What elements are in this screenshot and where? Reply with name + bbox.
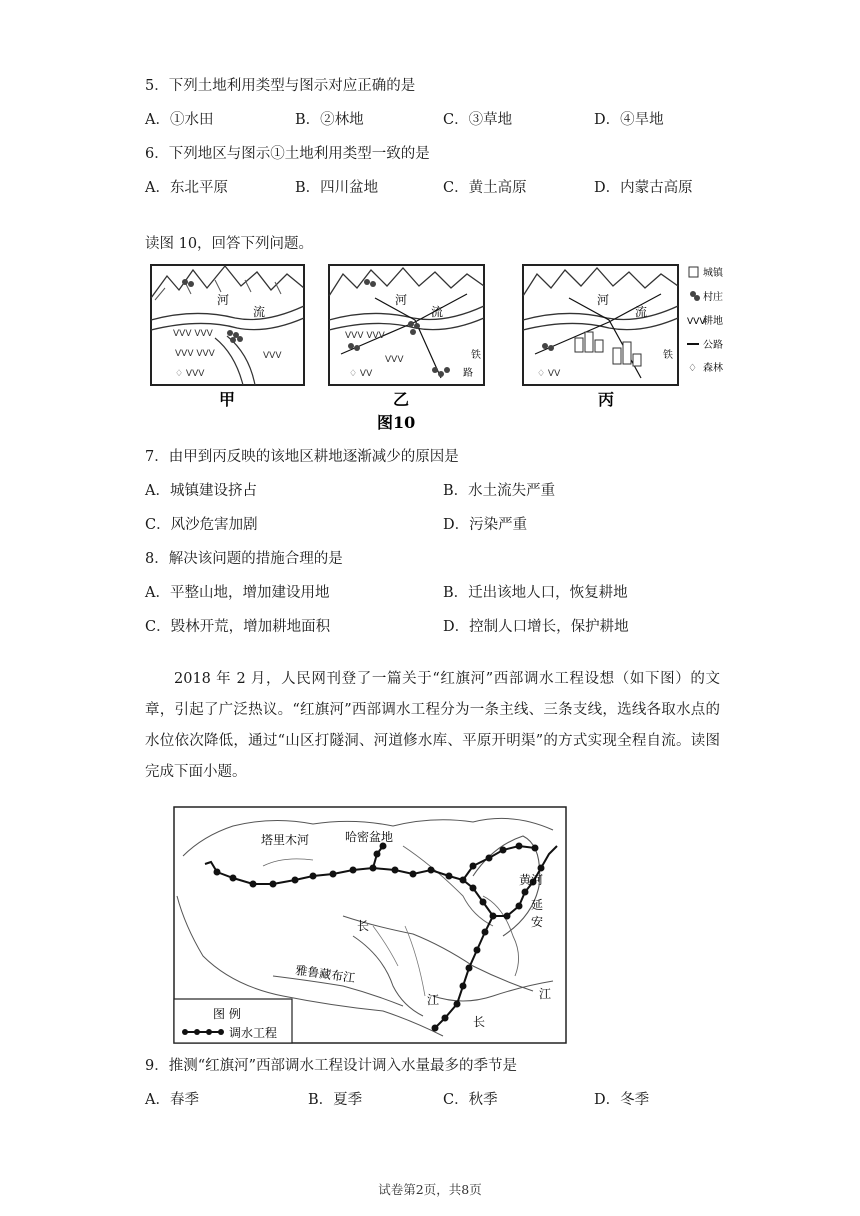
label-yanan-2: 安 [531,915,544,929]
legend-village: 村庄 [703,292,723,303]
legend-diversion-project: 调水工程 [229,1026,278,1040]
q7-option-a: A．城镇建设挤占 [145,483,257,499]
svg-text:♢ ᐯᐯ: ♢ ᐯᐯ [537,369,561,379]
label-hami-basin: 哈密盆地 [345,830,394,844]
q5-stem: 5．下列土地利用类型与图示对应正确的是 [145,78,416,94]
svg-text:ᐯᐯᐯ: ᐯᐯᐯ [263,351,282,361]
figure-10 [145,258,740,438]
passage-text: 2018 年 2 月，人民网刊登了一篇关于“红旗河”西部调水工程设想（如下图）的文章，引起了广泛热议。“红旗河”西部调水工程分为一条主线、三条支线，选线各取水点的水位依次降低，通过“山区打隧洞、河道修水库、平原开明渠”的方式实现全程自流。读图完成下面小题。 [145,671,720,780]
q5-option-b: B．②林地 [295,112,364,128]
q6-stem: 6．下列地区与图示①土地利用类型一致的是 [145,146,430,162]
q5-option-c: C．③草地 [443,112,513,128]
jia-river-label-1: 河 [217,293,230,307]
map2-legend [174,999,292,1043]
panel-bing-map [523,265,678,385]
bing-river-label-2: 流 [635,305,648,319]
legend-farmland: 耕地 [703,316,723,327]
svg-text:ᐯᐯᐯ ᐯᐯᐯ: ᐯᐯᐯ ᐯᐯᐯ [345,331,385,341]
panel-label-jia: 甲 [219,390,236,409]
water-diversion-map [173,806,567,1044]
q8-option-b: B．迁出该地人口，恢复耕地 [443,585,628,601]
label-yarlung-zangbo: 雅鲁藏布江 [294,963,356,986]
yi-rail-label-2: 路 [463,368,473,379]
panel-jia-map [151,265,304,385]
label-jiang-2: 江 [539,987,552,1001]
q6-option-a: A．东北平原 [145,180,228,196]
q9-option-a: A．春季 [145,1092,199,1108]
legend-forest: 森林 [703,363,723,374]
fig10-legend [687,266,724,374]
panel-label-bing: 丙 [598,390,615,409]
q8-stem: 8．解决该问题的措施合理的是 [145,551,343,567]
svg-text:ᐯᐯᐯ ᐯᐯᐯ: ᐯᐯᐯ ᐯᐯᐯ [173,329,213,339]
svg-text:ᐯᐯᐯ: ᐯᐯᐯ [385,355,404,365]
forest-icon: ♢ [688,363,697,374]
bing-river-label-1: 河 [597,293,610,307]
q9-option-d: D．冬季 [594,1092,650,1108]
label-tarim-river: 塔里木河 [261,833,310,847]
label-chang-1: 长 [357,919,370,933]
q5-option-d: D．④旱地 [594,112,664,128]
q7-option-b: B．水土流失严重 [443,483,556,499]
q8-option-c: C．毁林开荒，增加耕地面积 [145,619,331,635]
label-jiang-1: 江 [427,993,440,1007]
q6-option-c: C．黄土高原 [443,180,527,196]
farmland-icon: ᐯᐯᐯ [687,317,706,327]
label-chang-2: 长 [473,1015,486,1029]
svg-text:ᐯᐯᐯ ᐯᐯᐯ: ᐯᐯᐯ ᐯᐯᐯ [175,349,215,359]
panel-label-yi: 乙 [393,390,410,409]
legend-title: 图 例 [213,1007,241,1021]
label-yanan-1: 延 [531,898,544,912]
yi-river-label-2: 流 [431,305,444,319]
label-yellow-river: 黄河 [519,873,544,887]
fig10-intro: 读图 10，回答下列问题。 [145,236,314,252]
q5-option-a: A．①水田 [145,112,214,128]
q8-option-a: A．平整山地，增加建设用地 [145,585,330,601]
svg-text:♢ ᐯᐯᐯ: ♢ ᐯᐯᐯ [175,369,205,379]
page-footer: 试卷第2页，共8页 [378,1182,482,1197]
legend-town: 城镇 [703,268,723,279]
q7-option-c: C．风沙危害加剧 [145,517,258,533]
jia-river-label-2: 流 [253,305,266,319]
q7-stem: 7．由甲到丙反映的该地区耕地逐渐减少的原因是 [145,449,459,465]
q6-option-b: B．四川盆地 [295,180,379,196]
q7-option-d: D．污染严重 [443,517,528,533]
yi-rail-label-1: 铁 [471,350,481,361]
q6-option-d: D．内蒙古高原 [594,180,693,196]
svg-text:♢ ᐯᐯ: ♢ ᐯᐯ [349,369,373,379]
q9-stem: 9．推测“红旗河”西部调水工程设计调入水量最多的季节是 [145,1058,518,1074]
legend-road: 公路 [703,340,723,351]
panel-yi-map [329,265,484,385]
q9-option-b: B．夏季 [308,1092,363,1108]
bing-rail-label-1: 铁 [663,350,673,361]
q8-option-d: D．控制人口增长，保护耕地 [443,619,629,635]
q9-option-c: C．秋季 [443,1092,498,1108]
yi-river-label-1: 河 [395,293,408,307]
figure-10-caption: 图10 [377,413,416,432]
town-icon [689,267,698,277]
